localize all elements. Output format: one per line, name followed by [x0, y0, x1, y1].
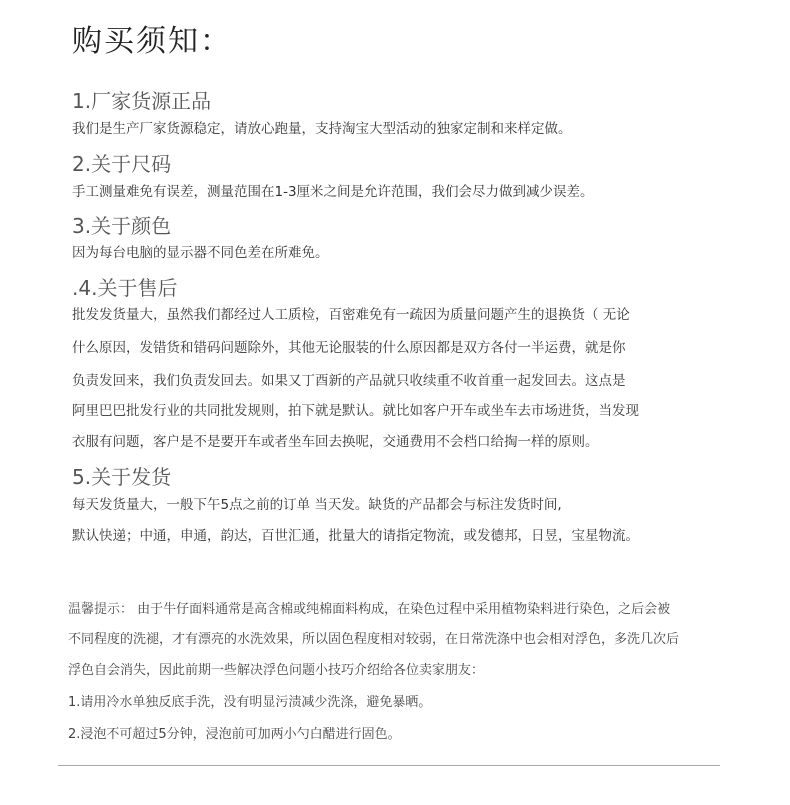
section-text-aftersale-3: 负责发回来，我们负责发回去。如果又丁酉新的产品就只收续重不收首重一起发回去。这点是	[72, 373, 626, 389]
section-heading-shipping: 5.关于发货	[72, 465, 172, 489]
section-text-shipping-2: 默认快递；中通，申通，韵达，百世汇通，批量大的请指定物流，或发德邦，日昱，宝星物流。	[72, 528, 639, 544]
section-heading-color: 3.关于颜色	[72, 214, 172, 238]
notice-tip-1: 1.请用冷水单独反底手洗，没有明显污渍减少洗涤，避免暴晒。	[68, 695, 432, 710]
section-heading-aftersale: .4.关于售后	[72, 276, 178, 300]
notice-line-3: 浮色自会消失，因此前期一些解决浮色问题小技巧介绍给各位卖家朋友：	[68, 663, 485, 678]
notice-line-2: 不同程度的洗褪，才有漂亮的水洗效果，所以固色程度相对较弱，在日常洗涤中也会相对浮色，多洗几次后	[68, 632, 680, 647]
section-text-color: 因为每台电脑的显示器不同色差在所难免。	[72, 245, 329, 261]
section-text-aftersale-1: 批发发货量大，虽然我们都经过人工质检，百密难免有一疏因为质量问题产生的退换货（ 无论	[72, 307, 630, 323]
section-text-genuine: 我们是生产厂家货源稳定，请放心跑量，支持淘宝大型活动的独家定制和来样定做。	[72, 121, 572, 137]
page-title: 购买须知：	[72, 24, 232, 59]
bottom-divider	[58, 765, 720, 766]
section-text-shipping-1: 每天发货量大，一般下午5点之前的订单 当天发。缺货的产品都会与标注发货时间,	[72, 497, 562, 513]
notice-first-line	[68, 598, 670, 617]
notice-label: 温馨提示：	[68, 602, 134, 617]
section-text-size: 手工测量难免有误差，测量范围在1-3厘米之间是允许范围，我们会尽力做到减少误差。	[72, 184, 594, 200]
section-text-aftersale-5: 衣服有问题，客户是不是要开车或者坐车回去换呢，交通费用不会档口给掏一样的原则。	[72, 434, 599, 450]
section-text-aftersale-2: 什么原因，发错货和错码问题除外，其他无论服装的什么原因都是双方各付一半运费，就是你	[72, 340, 626, 356]
notice-text: 由于牛仔面料通常是高含棉或纯棉面料构成，在染色过程中采用植物染料进行染色，之后会被	[137, 602, 671, 617]
section-text-aftersale-4: 阿里巴巴批发行业的共同批发规则，拍下就是默认。就比如客户开车或坐车去市场进货，当发现	[72, 403, 639, 419]
notice-tip-2: 2.浸泡不可超过5分钟，浸泡前可加两小勺白醋进行固色。	[68, 727, 401, 742]
section-heading-genuine: 1.厂家货源正品	[72, 89, 212, 113]
section-heading-size: 2.关于尺码	[72, 152, 172, 176]
